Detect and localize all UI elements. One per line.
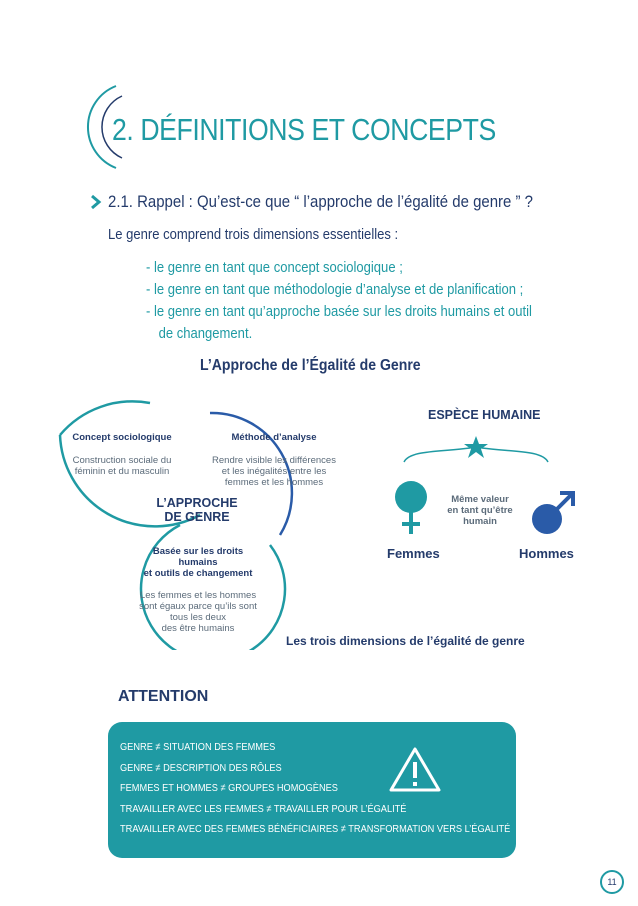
left-circle-text: Construction sociale du féminin et du masculin: [72, 455, 172, 477]
men-label: Hommes: [519, 546, 574, 561]
list-item: - le genre en tant qu’approche basée sur les droits humains et outil: [146, 304, 532, 320]
star-icon: [464, 436, 488, 458]
female-symbol-icon: [394, 480, 428, 536]
list-item: - le genre en tant que méthodologie d’analyse et de planification ;: [146, 282, 524, 298]
diagram-title: L’Approche de l’Égalité de Genre: [200, 357, 421, 374]
list-item: GENRE ≠ DESCRIPTION DES RÔLES: [120, 761, 282, 774]
list-item: TRAVAILLER AVEC LES FEMMES ≠ TRAVAILLER POUR L’ÉGALITÉ: [120, 802, 407, 815]
women-label: Femmes: [387, 546, 440, 561]
attention-heading: ATTENTION: [118, 688, 209, 705]
list-item: de changement.: [158, 326, 253, 342]
warning-icon: [388, 746, 442, 794]
page-number: 11: [600, 870, 624, 894]
list-item: - le genre en tant que concept sociologique ;: [146, 260, 403, 276]
right-circle-text: Rendre visible les différences et les inégalités entre les femmes et les hommes: [212, 455, 336, 488]
section-subtitle: 2.1. Rappel : Qu’est-ce que “ l’approche de l’égalité de genre ” ?: [108, 192, 533, 211]
equal-value-text: Même valeur en tant qu’être humain: [447, 494, 513, 527]
diagram-caption: Les trois dimensions de l’égalité de genre: [286, 634, 525, 648]
attention-list: [120, 737, 510, 840]
male-symbol-icon: [530, 490, 576, 536]
list-item: GENRE ≠ SITUATION DES FEMMES: [120, 741, 276, 753]
page-title: 2. DÉFINITIONS ET CONCEPTS: [112, 112, 496, 147]
left-circle-title: Concept sociologique: [72, 432, 172, 443]
species-label: ESPÈCE HUMAINE: [428, 408, 541, 422]
intro-text: Le genre comprend trois dimensions essentielles :: [108, 227, 399, 243]
list-item: TRAVAILLER AVEC DES FEMMES BÉNÉFICIAIRES ≠ TRANSFORMATION VERS L’ÉGALITÉ: [120, 823, 511, 835]
bottom-circle-title: Basée sur les droits humains et outils de changement: [143, 546, 253, 579]
center-label: L’APPROCHE DE GENRE: [156, 496, 238, 524]
chevron-right-icon: [90, 194, 102, 210]
bottom-circle-text: Les femmes et les hommes sont égaux parce qu’ils sont tous les deux des être humains: [139, 590, 257, 634]
right-circle-title: Méthode d’analyse: [231, 432, 317, 443]
species-brace: [400, 432, 552, 466]
dimension-list: [146, 257, 542, 345]
list-item: FEMMES ET HOMMES ≠ GROUPES HOMOGÈNES: [120, 782, 338, 794]
